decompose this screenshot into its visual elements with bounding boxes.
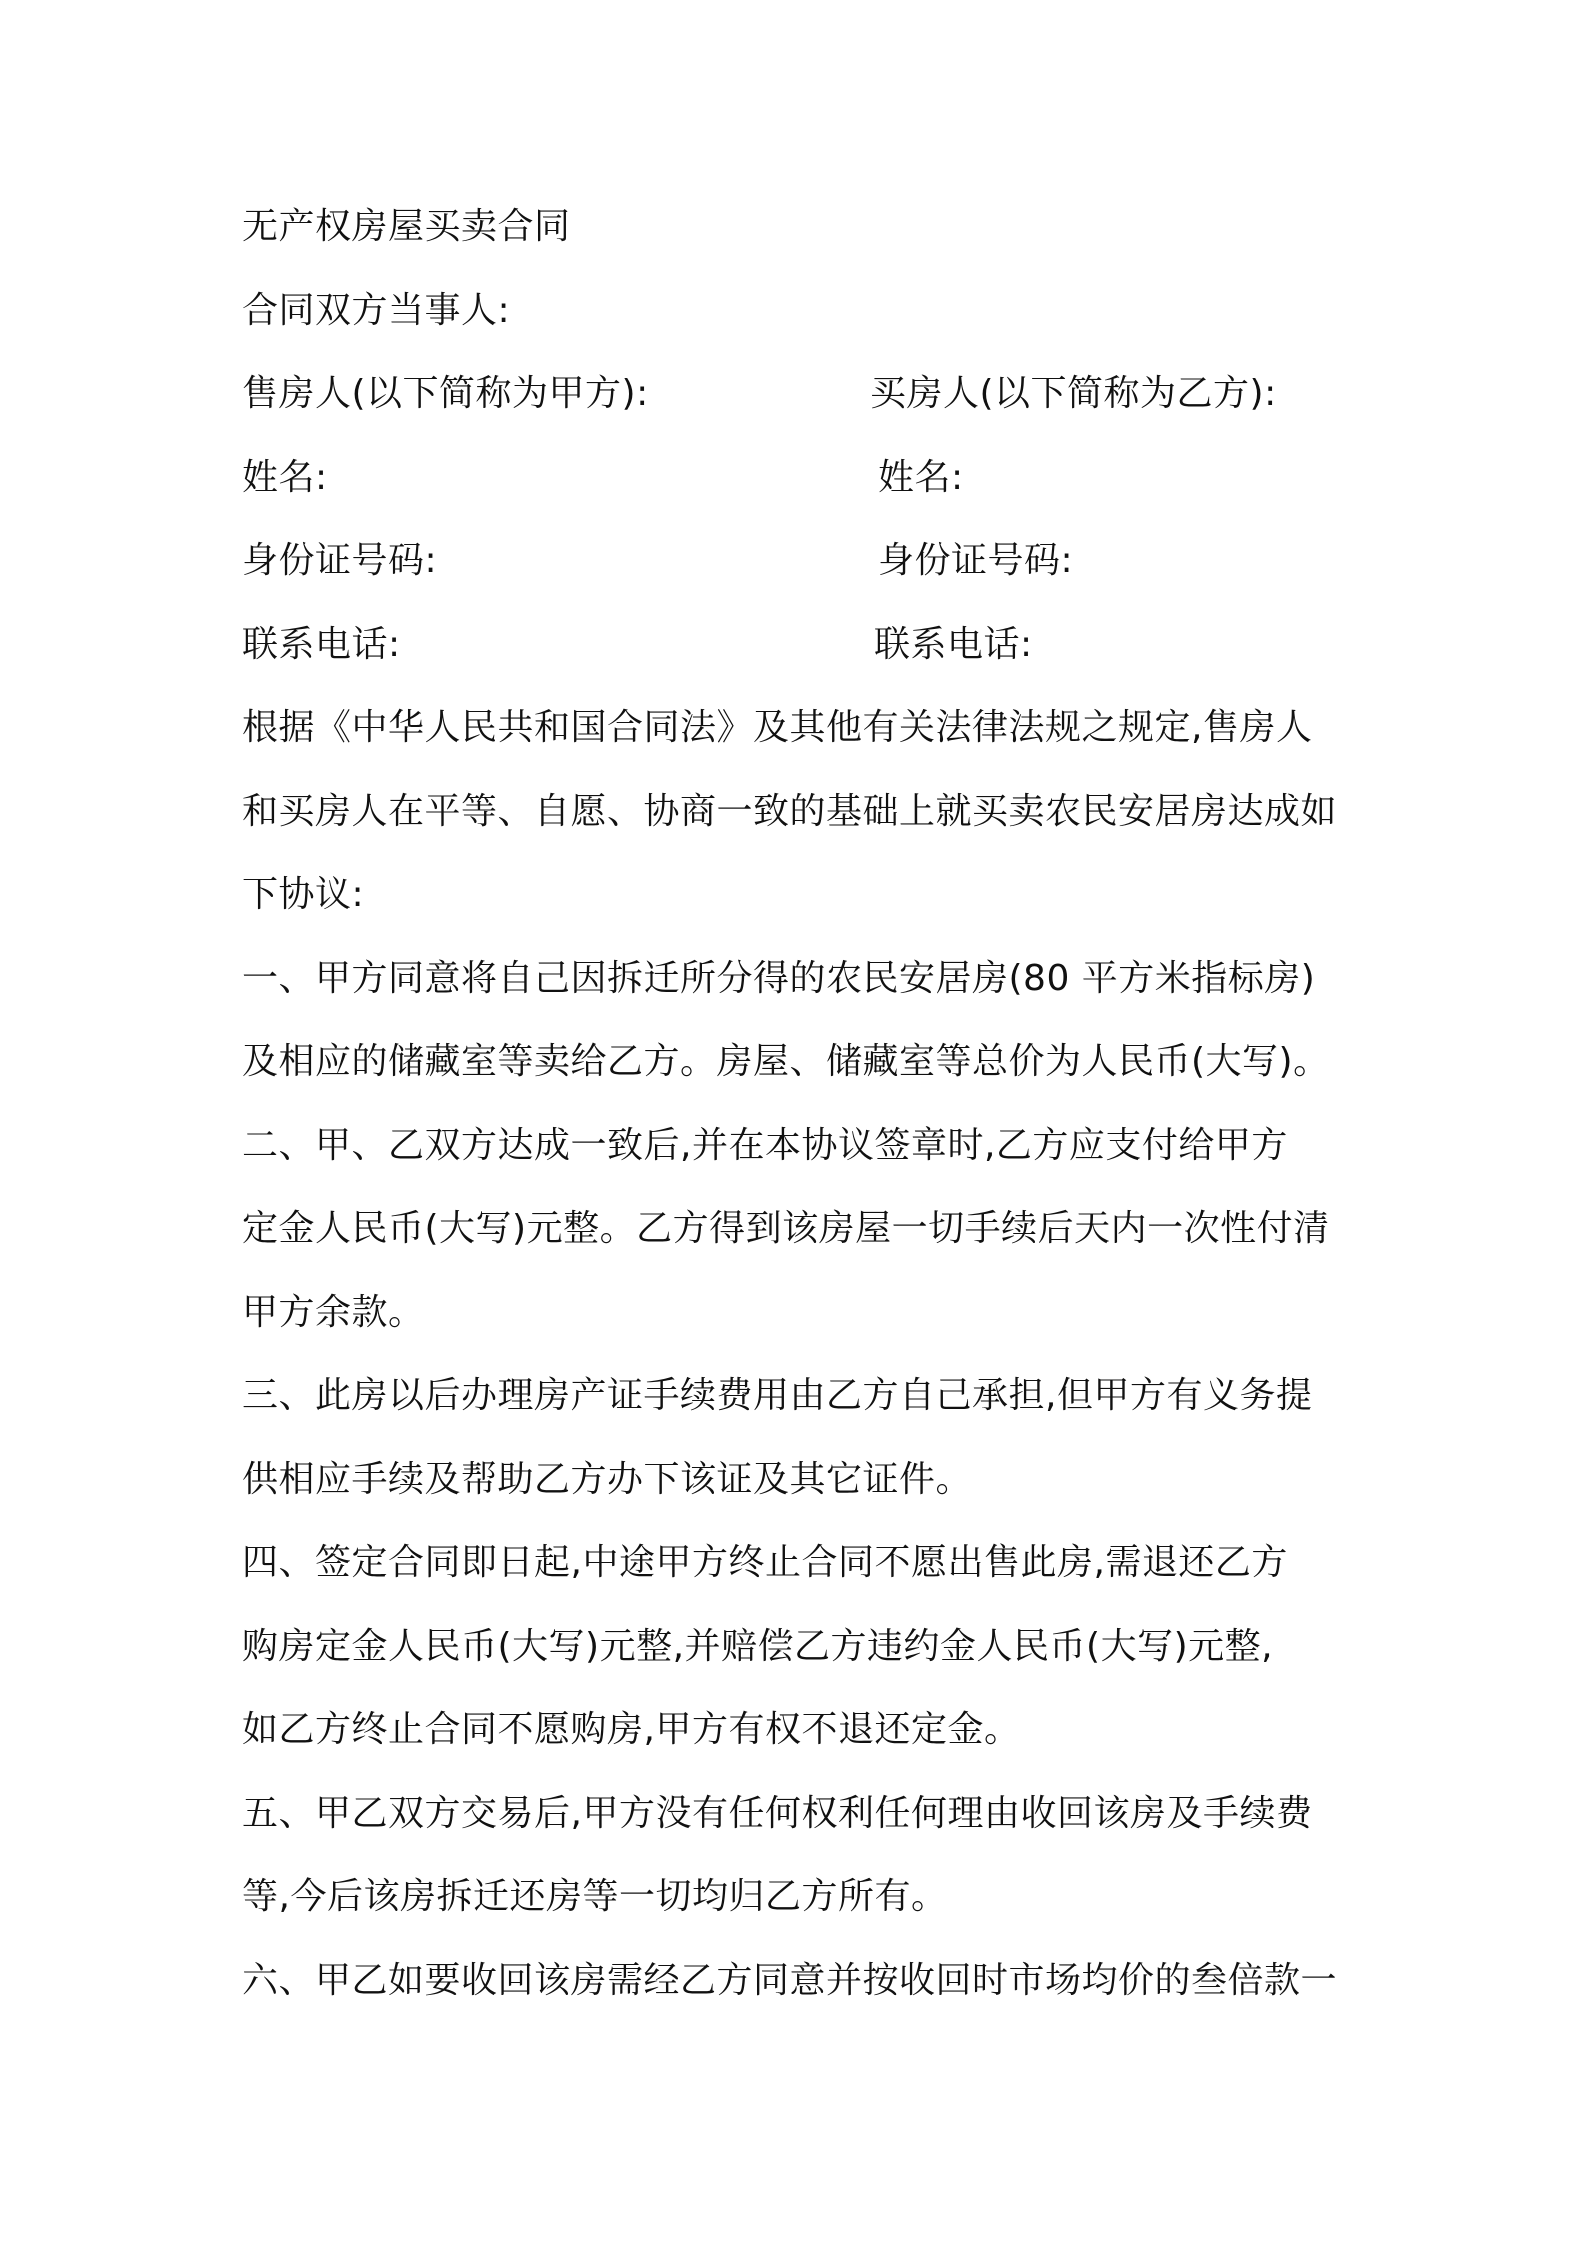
document-title: 无产权房屋买卖合同: [242, 206, 571, 247]
clause-line: 供相应手续及帮助乙方办下该证及其它证件。: [242, 1459, 973, 1500]
clause-line: 五、甲乙双方交易后,甲方没有任何权利任何理由收回该房及手续费: [242, 1793, 1313, 1834]
clause-line: 三、此房以后办理房产证手续费用由乙方自己承担,但甲方有义务提: [242, 1375, 1313, 1416]
buyer-phone-label: 联系电话:: [874, 624, 1033, 665]
intro-line: 下协议:: [242, 874, 365, 915]
parties-heading: 合同双方当事人:: [242, 290, 511, 331]
clause-line: 甲方余款。: [242, 1292, 425, 1333]
clause-line: 购房定金人民币(大写)元整,并赔偿乙方违约金人民币(大写)元整,: [242, 1626, 1274, 1667]
intro-line: 根据《中华人民共和国合同法》及其他有关法律法规之规定,售房人: [242, 707, 1313, 748]
id-row: [242, 528, 1362, 594]
buyer-heading: 买房人(以下简称为乙方):: [870, 373, 1277, 414]
seller-id-label: 身份证号码:: [242, 540, 438, 581]
seller-name-label: 姓名:: [242, 457, 328, 498]
seller-phone-label: 联系电话:: [242, 624, 401, 665]
name-row: [242, 445, 1362, 511]
seller-heading: 售房人(以下简称为甲方):: [242, 373, 649, 414]
buyer-id-label: 身份证号码:: [878, 540, 1074, 581]
buyer-name-label: 姓名:: [878, 457, 964, 498]
clause-line: 及相应的储藏室等卖给乙方。房屋、储藏室等总价为人民币(大写)。: [242, 1041, 1330, 1082]
clause-line: 如乙方终止合同不愿购房,甲方有权不退还定金。: [242, 1709, 1021, 1750]
clause-line: 二、甲、乙双方达成一致后,并在本协议签章时,乙方应支付给甲方: [242, 1125, 1288, 1166]
clause-line: 定金人民币(大写)元整。乙方得到该房屋一切手续后天内一次性付清: [242, 1208, 1330, 1249]
intro-line: 和买房人在平等、自愿、协商一致的基础上就买卖农民安居房达成如: [242, 791, 1338, 832]
clause-line: 一、甲方同意将自己因拆迁所分得的农民安居房(80 平方米指标房): [242, 958, 1316, 999]
clause-line: 等,今后该房拆迁还房等一切均归乙方所有。: [242, 1876, 948, 1917]
phone-row: [242, 612, 1362, 678]
clause-line: 四、签定合同即日起,中途甲方终止合同不愿出售此房,需退还乙方: [242, 1542, 1288, 1583]
party-headings-row: [242, 361, 1362, 427]
clause-line: 六、甲乙如要收回该房需经乙方同意并按收回时市场均价的叁倍款一: [242, 1960, 1338, 2001]
